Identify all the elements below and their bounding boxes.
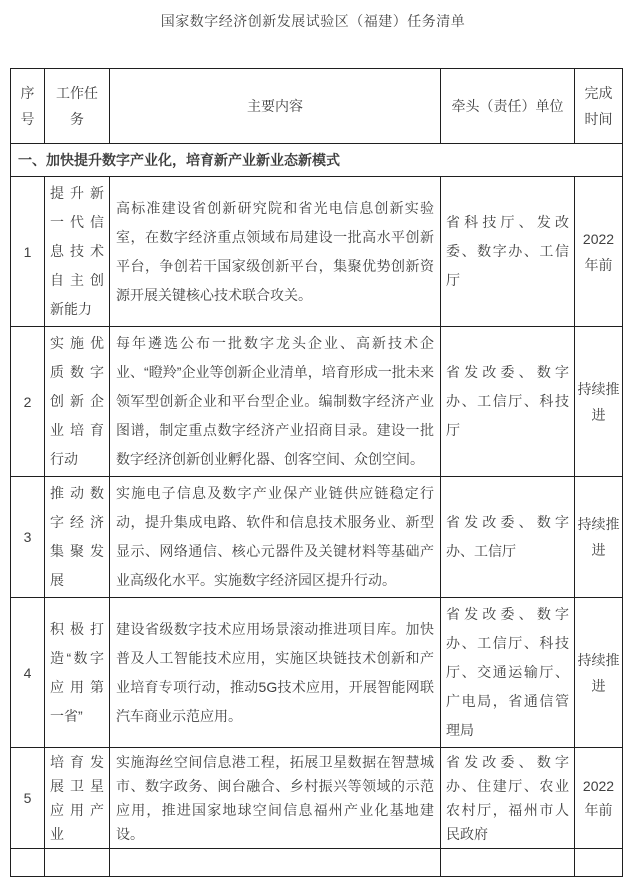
cell-task bbox=[45, 849, 110, 877]
table-row-4 bbox=[11, 598, 623, 748]
cell-content: 高标准建设省创新研究院和省光电信息创新实验室，在数字经济重点领域布局建设一批高水平创新平台，争创若干国家级创新平台，集聚优势创新资源开展关键核心技术联合攻关。 bbox=[110, 177, 441, 327]
page-title: 国家数字经济创新发展试验区（福建）任务清单 bbox=[160, 13, 466, 29]
col-header-time: 完成时间 bbox=[575, 69, 623, 144]
col-header-unit: 牵头（责任）单位 bbox=[441, 69, 575, 144]
cell-content: 每年遴选公布一批数字龙头企业、高新技术企业、“瞪羚”企业等创新企业清单，培育形成一批未来领军型创新企业和平台型企业。编制数字经济产业图谱，制定重点数字经济产业招商目录。建设一批数字经济创新创业孵化器、创客空间、众创空间。 bbox=[110, 327, 441, 477]
section-header-row bbox=[11, 144, 623, 177]
cell-unit: 省科技厅、发改委、数字办、工信厅 bbox=[441, 177, 575, 327]
cell-content: 实施电子信息及数字产业保产业链供应链稳定行动，提升集成电路、软件和信息技术服务业、新型显示、网络通信、核心元器件及关键材料等基础产业高级化水平。实施数字经济园区提升行动。 bbox=[110, 477, 441, 598]
table-row-2 bbox=[11, 327, 623, 477]
cell-task: 推动数字经济集聚发展 bbox=[45, 477, 110, 598]
cell-task: 提升新一代信息技术自主创新能力 bbox=[45, 177, 110, 327]
col-header-task: 工作任务 bbox=[45, 69, 110, 144]
table-row-5 bbox=[11, 748, 623, 849]
table-row-3 bbox=[11, 477, 623, 598]
cell-content bbox=[110, 849, 441, 877]
cell-serial bbox=[11, 849, 45, 877]
col-header-serial: 序号 bbox=[11, 69, 45, 144]
cell-task: 培育发展卫星应用产业 bbox=[45, 748, 110, 849]
cell-time: 持续推进 bbox=[575, 477, 623, 598]
cell-time: 持续推进 bbox=[575, 598, 623, 748]
cell-task: 实施优质数字创新企业培育行动 bbox=[45, 327, 110, 477]
cell-time bbox=[575, 849, 623, 877]
table-header-row bbox=[11, 69, 623, 144]
cell-serial: 4 bbox=[11, 598, 45, 748]
cell-unit: 省发改委、数字办、住建厅、农业农村厅，福州市人民政府 bbox=[441, 748, 575, 849]
cell-unit: 省发改委、数字办、工信厅、科技厅 bbox=[441, 327, 575, 477]
cell-serial: 3 bbox=[11, 477, 45, 598]
cell-serial: 2 bbox=[11, 327, 45, 477]
table-row-1 bbox=[11, 177, 623, 327]
cell-time: 2022年前 bbox=[575, 748, 623, 849]
table-row-partial bbox=[11, 849, 623, 877]
cell-time: 2022年前 bbox=[575, 177, 623, 327]
cell-unit: 省发改委、数字办、工信厅 bbox=[441, 477, 575, 598]
cell-unit bbox=[441, 849, 575, 877]
cell-content: 实施海丝空间信息港工程，拓展卫星数据在智慧城市、数字政务、闽台融合、乡村振兴等领域的示范应用，推进国家地球空间信息福州产业化基地建设。 bbox=[110, 748, 441, 849]
col-header-content: 主要内容 bbox=[110, 69, 441, 144]
cell-time: 持续推进 bbox=[575, 327, 623, 477]
cell-serial: 5 bbox=[11, 748, 45, 849]
cell-task: 积极打造“数字应用第一省” bbox=[45, 598, 110, 748]
task-table bbox=[10, 68, 623, 877]
cell-content: 建设省级数字技术应用场景滚动推进项目库。加快普及人工智能技术应用，实施区块链技术创新和产业培育专项行动，推动5G技术应用，开展智能网联汽车商业示范应用。 bbox=[110, 598, 441, 748]
cell-serial: 1 bbox=[11, 177, 45, 327]
cell-unit: 省发改委、数字办、工信厅、科技厅、交通运输厅、广电局，省通信管理局 bbox=[441, 598, 575, 748]
section-title: 一、加快提升数字产业化，培育新产业新业态新模式 bbox=[11, 144, 623, 177]
